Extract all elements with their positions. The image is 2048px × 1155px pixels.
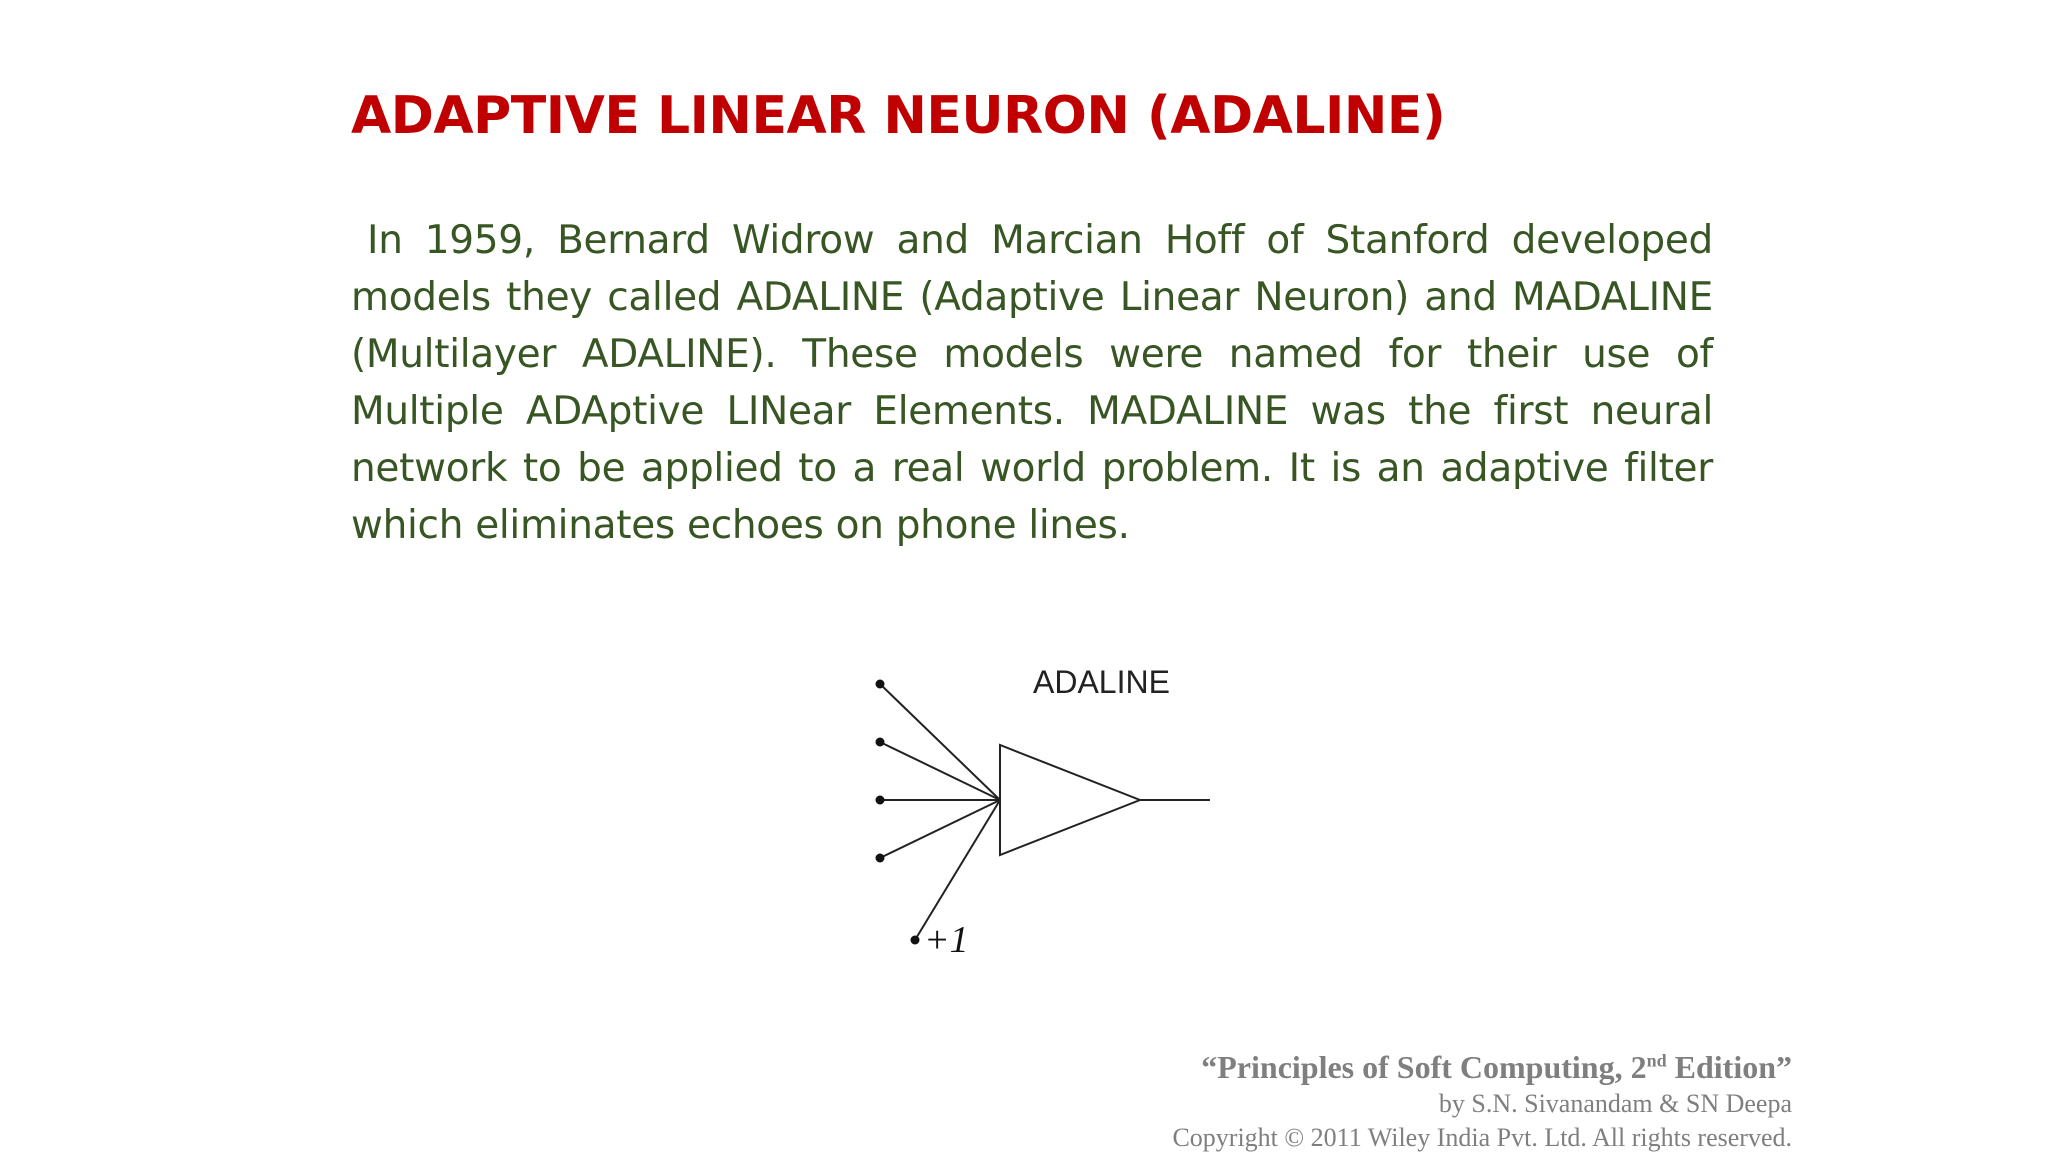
bias-label: +1 bbox=[924, 919, 969, 961]
input-node-1 bbox=[876, 680, 885, 689]
footer-authors: by S.N. Sivanandam & SN Deepa bbox=[1438, 1089, 1792, 1118]
adaline-label: ADALINE bbox=[1033, 664, 1170, 700]
bias-node bbox=[911, 936, 920, 945]
adaline-diagram bbox=[860, 650, 1230, 970]
amplifier-triangle bbox=[1000, 745, 1140, 855]
input-lines bbox=[880, 684, 1000, 940]
footer-book-title: “Principles of Soft Computing, 2nd Edition” bbox=[1201, 1049, 1792, 1085]
body-paragraph: In 1959, Bernard Widrow and Marcian Hoff of Stanford developed models they called ADALINE (Adaptive Linear Neuron) and MADALINE (Multilayer ADALINE). These models were named for their use of Multiple ADAptive LINear Elements. MADALINE was the first neural network to be applied to a real world problem. It is an adaptive filter which eliminates echoes on phone lines. bbox=[351, 218, 1713, 548]
input-node-3 bbox=[876, 796, 885, 805]
slide-title: ADAPTIVE LINEAR NEURON (ADALINE) bbox=[351, 86, 1446, 146]
footer-copyright: Copyright © 2011 Wiley India Pvt. Ltd. All rights reserved. bbox=[1172, 1123, 1792, 1152]
input-node-2 bbox=[876, 738, 885, 747]
footer-citation bbox=[1172, 1047, 1792, 1155]
input-node-4 bbox=[876, 854, 885, 863]
input-line-1 bbox=[880, 684, 1000, 800]
input-line-2 bbox=[880, 742, 1000, 800]
copyright-icon: © bbox=[1284, 1123, 1305, 1152]
input-nodes bbox=[876, 680, 920, 945]
